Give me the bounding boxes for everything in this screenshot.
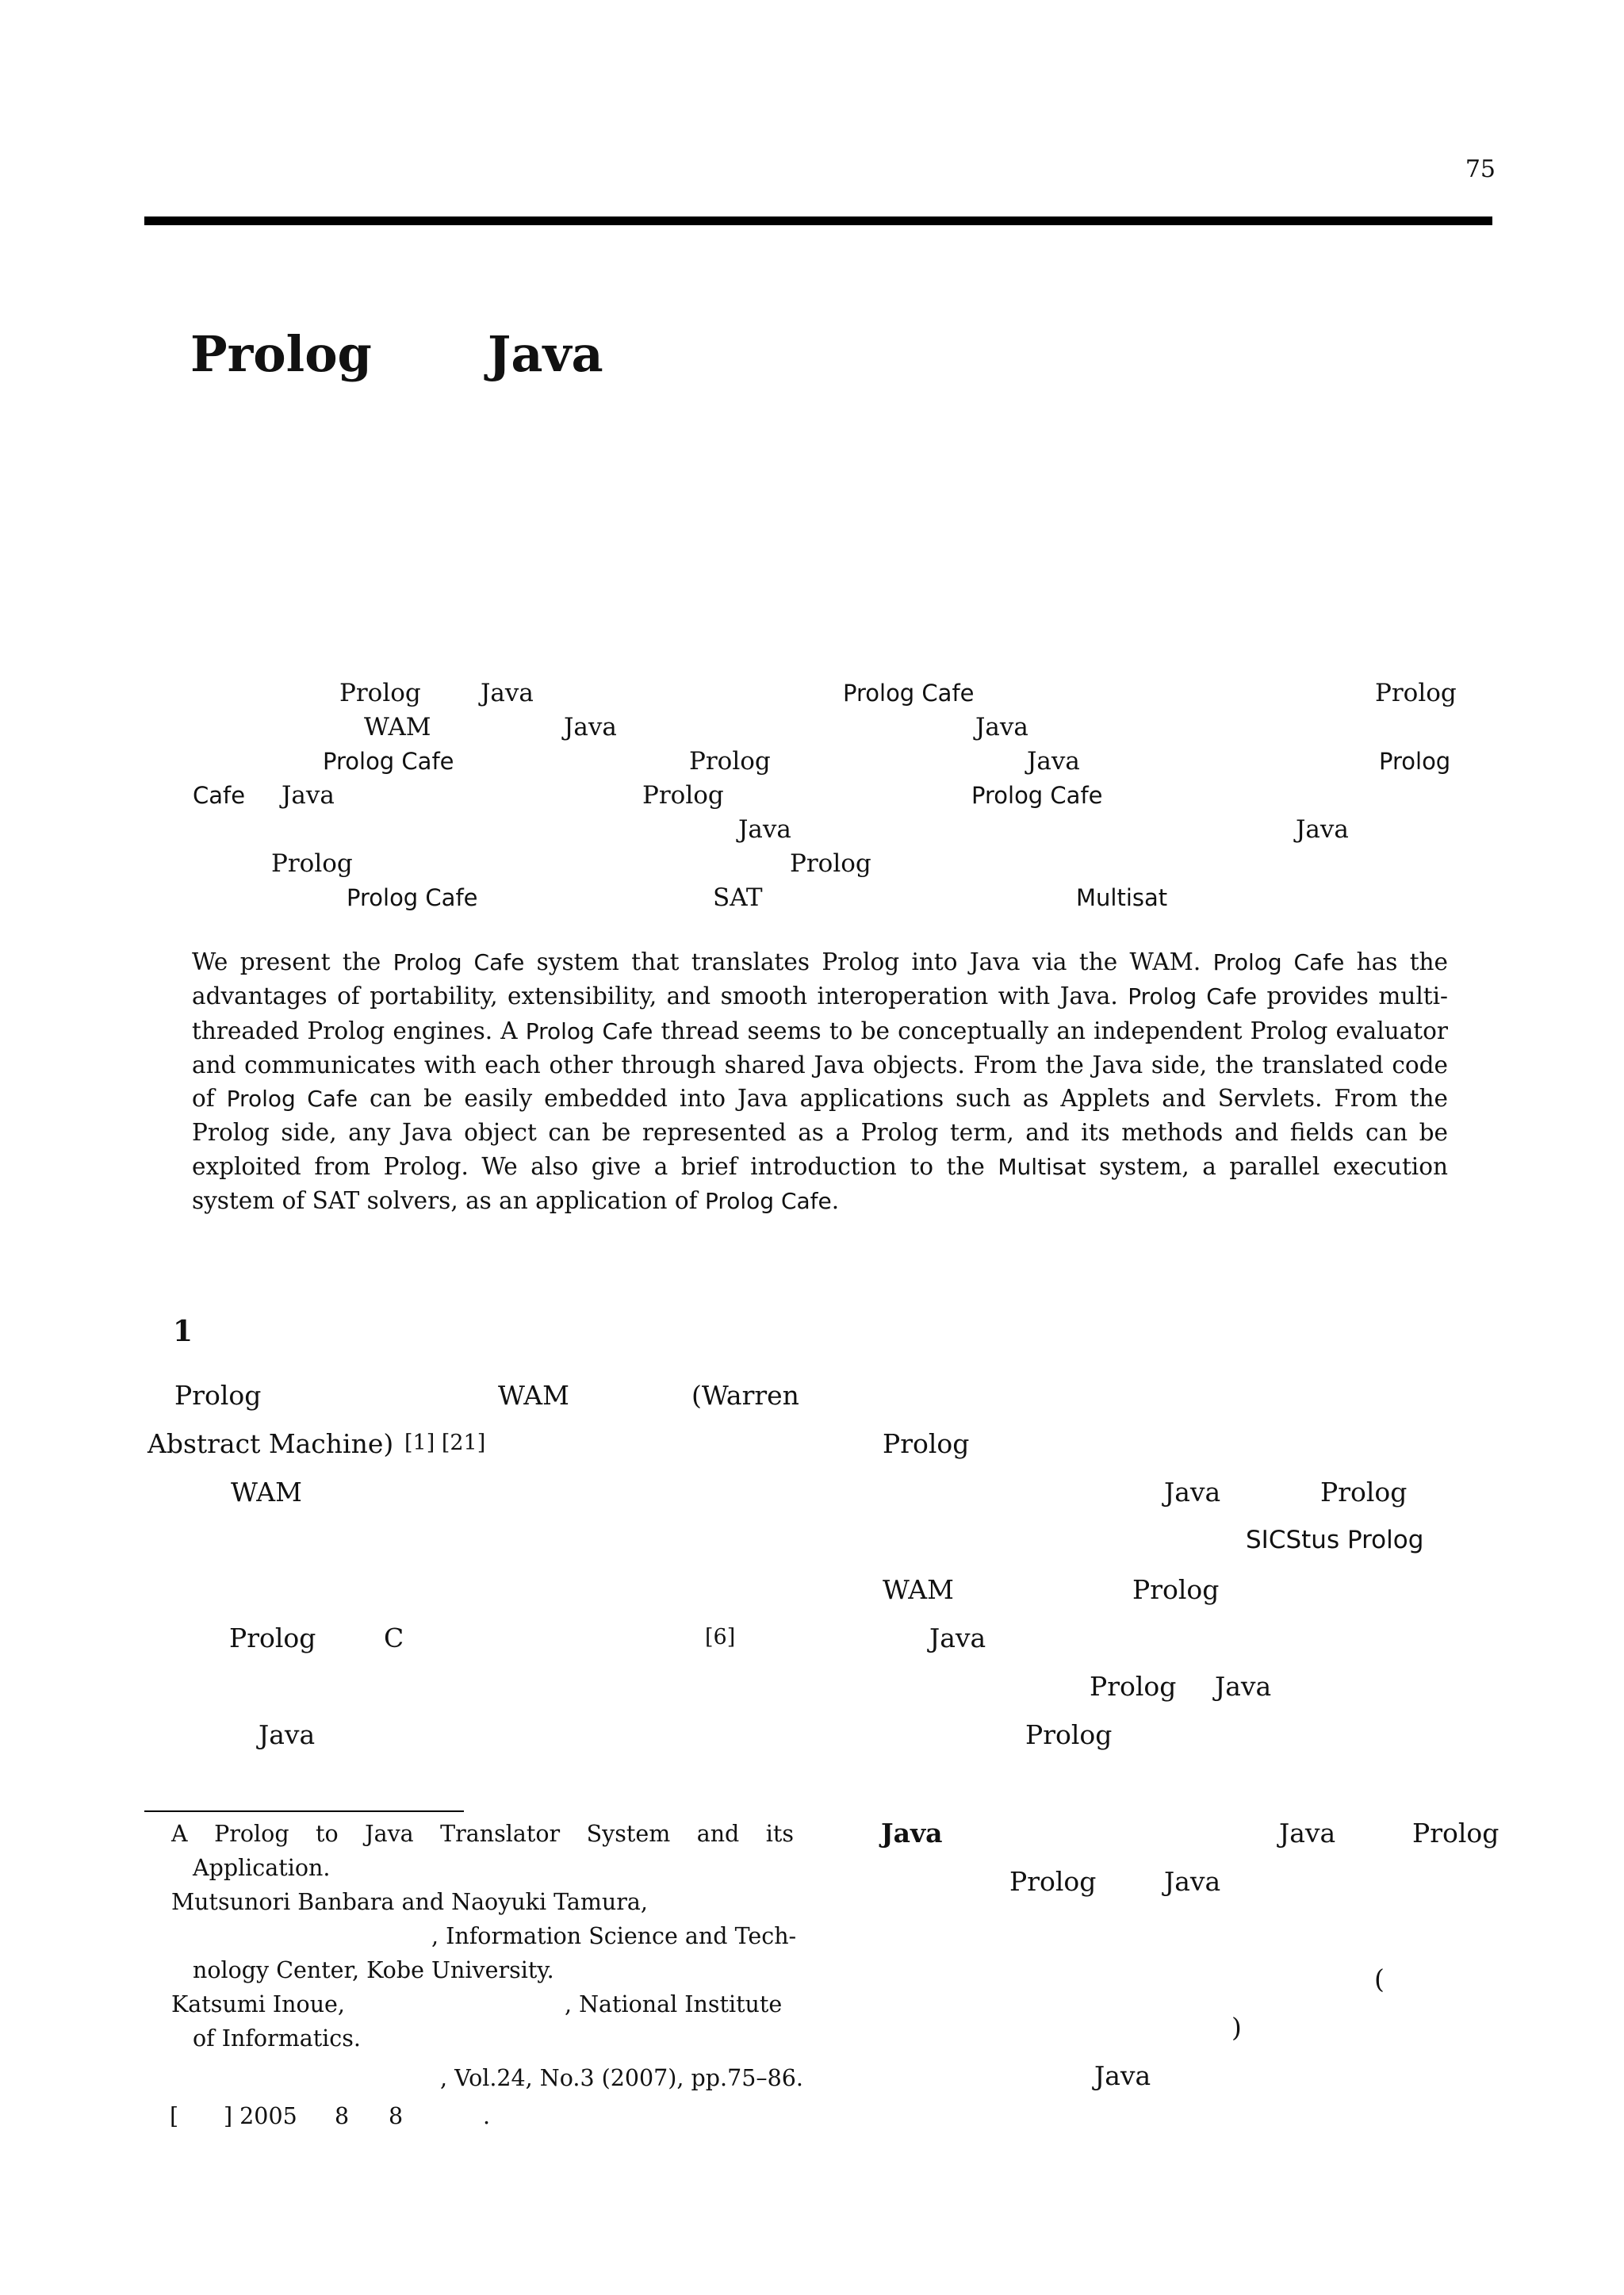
abstract-ja-fragment: WAM	[364, 713, 431, 741]
text-run: .	[831, 1187, 840, 1215]
text-run: can be easily embedded into Java applications such as Applets and Servlets. From the Prolog side, any Java object can be represented as a Prolog term, and its methods and fields can be exploited from Prolog. We also give a brief introduction to the	[192, 1085, 1448, 1180]
body-fragment: WAM	[231, 1477, 302, 1508]
text-run: system that translates Prolog into Java via the WAM.	[524, 948, 1213, 975]
system-name: Multisat	[998, 1153, 1086, 1180]
abstract-ja-fragment: Prolog	[1379, 748, 1451, 775]
footnote-rule	[144, 1810, 464, 1812]
body-fragment: Abstract Machine)	[147, 1428, 394, 1459]
footnote-received: ] 2005	[224, 2103, 297, 2129]
body-fragment: Prolog	[1320, 1477, 1408, 1508]
body-fragment: Java	[929, 1623, 986, 1653]
abstract-ja-fragment: Prolog	[790, 849, 871, 878]
abstract-ja-fragment: Prolog Cafe	[347, 884, 478, 911]
body-fragment: Java	[1094, 2060, 1151, 2091]
system-name: Prolog Cafe	[393, 949, 525, 975]
abstract-ja-fragment: Java	[481, 679, 534, 707]
abstract-ja-fragment: Java	[564, 713, 617, 741]
abstract-ja-fragment: Java	[282, 781, 335, 810]
footnote-affiliation: , National Institute	[565, 1991, 783, 2017]
body-fragment: (Warren	[691, 1380, 799, 1411]
body-fragment: (	[1374, 1964, 1385, 1994]
title-word-java: Java	[488, 325, 603, 383]
footnote-received: 8	[389, 2103, 404, 2129]
body-fragment: Java	[259, 1719, 316, 1750]
text-run: We present the	[192, 948, 393, 975]
body-fragment: C	[384, 1623, 404, 1653]
body-fragment: Prolog	[883, 1428, 970, 1459]
body-fragment: Prolog	[1412, 1818, 1500, 1849]
body-fragment: WAM	[883, 1574, 954, 1605]
abstract-ja-fragment: Prolog	[642, 781, 724, 810]
text-run: provides multi-threaded Prolog engines. A	[192, 983, 1449, 1044]
citation: [1] [21]	[404, 1431, 486, 1455]
footnote-received: 8	[335, 2103, 350, 2129]
system-name: Prolog Cafe	[1128, 983, 1258, 1010]
footnote-received: [	[170, 2103, 179, 2129]
footnote-affiliation: , Information Science and Tech-	[431, 1923, 797, 1949]
title-word-prolog: Prolog	[190, 325, 372, 383]
system-name: Prolog Cafe	[226, 1086, 358, 1113]
abstract-ja-fragment: Multisat	[1076, 884, 1168, 911]
footnote-title-line: A Prolog to Java Translator System and its	[171, 1821, 794, 1847]
section-number: 1	[173, 1315, 193, 1348]
text-run: thread seems to be conceptually an independent Prolog evaluator and communicates with each other through shared Java objects. From the Java side, the translated code of	[192, 1017, 1448, 1113]
abstract-ja-fragment: Java	[1296, 815, 1349, 844]
body-fragment: Java	[1215, 1671, 1272, 1702]
footnote-journal: , Vol.24, No.3 (2007), pp.75–86.	[440, 2065, 803, 2091]
body-fragment: Prolog	[1132, 1574, 1220, 1605]
footnote-title-line: Application.	[193, 1855, 331, 1881]
citation: [6]	[705, 1625, 736, 1649]
body-fragment: Java	[1164, 1477, 1221, 1508]
header-rule	[144, 216, 1492, 225]
body-fragment: Prolog	[174, 1380, 262, 1411]
footnote-affiliation: nology Center, Kobe University.	[193, 1957, 554, 1983]
abstract-ja-fragment: Java	[1027, 747, 1080, 776]
footnote-received: .	[483, 2103, 491, 2129]
body-fragment: Prolog	[1025, 1719, 1113, 1750]
body-fragment: Prolog	[1009, 1866, 1097, 1897]
body-fragment: Java	[1164, 1866, 1221, 1897]
abstract-ja-fragment: Prolog Cafe	[323, 748, 454, 775]
body-fragment: )	[1231, 2012, 1242, 2043]
body-fragment: WAM	[498, 1380, 569, 1411]
abstract-ja-fragment: Prolog	[271, 849, 353, 878]
abstract-ja-fragment: Cafe	[193, 782, 246, 809]
abstract-ja-fragment: Prolog	[339, 679, 421, 707]
abstract-ja-fragment: Prolog	[689, 747, 771, 776]
text-run: has the advantages of portability, extensibility, and smooth interoperation with Java.	[192, 948, 1449, 1010]
footnote-authors: Mutsunori Banbara and Naoyuki Tamura,	[171, 1889, 648, 1915]
abstract-ja-fragment: Prolog	[1375, 679, 1457, 707]
abstract-ja-fragment: Java	[975, 713, 1028, 741]
abstract-ja-fragment: Prolog Cafe	[971, 782, 1103, 809]
body-fragment: SICStus Prolog	[1246, 1526, 1424, 1554]
abstract-en-paragraph	[192, 945, 1448, 1218]
body-fragment: Prolog	[229, 1623, 316, 1653]
abstract-ja-fragment: Prolog Cafe	[843, 680, 975, 707]
system-name: Prolog Cafe	[704, 1188, 832, 1215]
body-fragment: Java	[1279, 1818, 1336, 1849]
text-run: system, a parallel execution system of SAT solvers, as an application of	[192, 1152, 1448, 1215]
paragraph-heading: Java	[881, 1818, 943, 1849]
body-fragment: Prolog	[1090, 1671, 1177, 1702]
footnote-affiliation: of Informatics.	[193, 2025, 361, 2052]
footnote-author: Katsumi Inoue,	[171, 1991, 345, 2017]
system-name: Prolog Cafe	[1212, 949, 1345, 975]
abstract-en	[192, 945, 1448, 1218]
page-number: 75	[1465, 155, 1496, 183]
system-name: Prolog Cafe	[525, 1017, 653, 1044]
abstract-ja-fragment: Java	[738, 815, 791, 844]
abstract-ja-fragment: SAT	[713, 883, 763, 912]
